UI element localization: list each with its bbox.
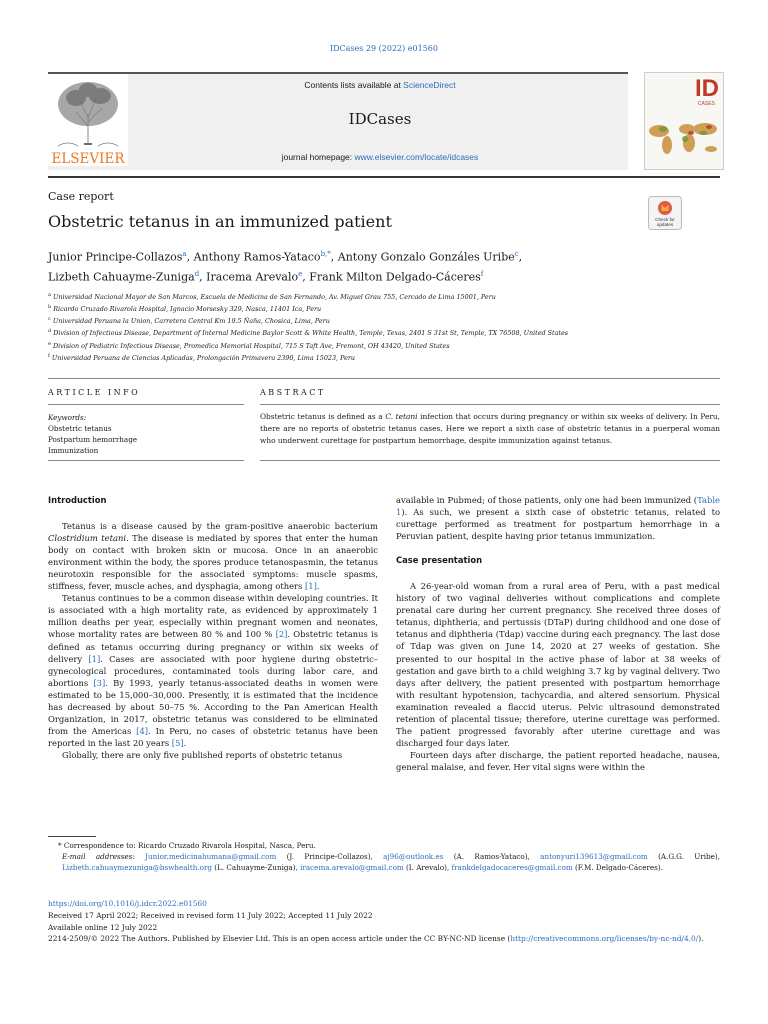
author-affil-marker[interactable]: c xyxy=(514,250,519,258)
author-name: Antony Gonzalo Gonzáles Uribe xyxy=(337,250,515,264)
license-link[interactable]: http://creativecommons.org/licenses/by-nc-nd/4.0/ xyxy=(510,934,699,944)
sciencedirect-link[interactable]: ScienceDirect xyxy=(403,80,456,90)
keywords-block xyxy=(48,412,244,456)
article-type: Case report xyxy=(48,190,114,203)
author-name: Frank Milton Delgado-Cáceres xyxy=(309,270,481,284)
body-column-right xyxy=(396,494,720,773)
email-link[interactable]: aj96@outlook.es xyxy=(383,852,444,862)
email-link[interactable]: Junior.medicinahumana@gmail.com xyxy=(145,852,277,862)
author-affil-marker[interactable]: a xyxy=(182,250,187,258)
journal-cover-image[interactable] xyxy=(644,72,724,170)
cover-cases-text: CASES xyxy=(698,101,715,107)
affiliation-item: $^d$ Division of Infectious Disease, Department of Internal Medicine Baylor Scott & White Health, Temple, Texas, 2401 S 31st St, Temple, TX 76508, United States xyxy=(48,328,569,338)
cover-id-text: ID xyxy=(695,75,719,102)
keyword-item: Postpartum hemorrhage xyxy=(48,435,138,444)
case-presentation-heading: Case presentation xyxy=(396,555,483,566)
reference-link[interactable]: [1] xyxy=(305,581,317,592)
author-affil-marker[interactable]: d xyxy=(194,269,200,278)
body-paragraph: available in Pubmed; of those patients, only one had been immunized (Table 1). As such, we present a sixth case of obstetric tetanus, related to curettage performed as treatment for postpartum hemorrhage in a Peruvian patient, despite having prior tetanus immunization. xyxy=(396,495,720,542)
author-name: Anthony Ramos-Yataco xyxy=(193,250,321,264)
elsevier-wordmark: ELSEVIER xyxy=(51,151,125,166)
journal-homepage xyxy=(130,152,630,162)
author-affil-marker[interactable]: f xyxy=(480,269,484,278)
affiliation-item: $^e$ Division of Pediatric Infectious Disease, Promedica Memorial Hospital, 715 S Taft Ave, Fremont, OH 43420, United States xyxy=(48,340,450,350)
doi-link[interactable]: https://doi.org/10.1016/j.idcr.2022.e01560 xyxy=(48,899,207,908)
elsevier-logo[interactable] xyxy=(48,74,128,166)
homepage-link[interactable]: www.elsevier.com/locate/idcases xyxy=(354,152,479,162)
affiliation-item: $^c$ Universidad Peruana la Union, Carretera Central Km 19.5 Ñaña, Chosica, Lima, Peru xyxy=(48,316,330,326)
abstract-heading: ABSTRACT xyxy=(260,388,326,397)
correspondence-note: * Correspondence to: Ricardo Cruzado Rivarola Hospital, Nasca, Peru. xyxy=(58,841,316,850)
affiliation-item: $^a$ Universidad Nacional Mayor de San Marcos, Escuela de Medicina de San Fernando, Av. Miguel Grau 755, Cercado de Lima 15001, Peru xyxy=(48,292,496,302)
contents-line xyxy=(130,80,630,90)
reference-link[interactable]: [4] xyxy=(136,725,149,736)
body-paragraph: Fourteen days after discharge, the patient reported headache, nausea, general malaise, and fever. Her vital signs were within the xyxy=(396,749,720,772)
affiliation-item: $^b$ Ricardo Cruzado Rivarola Hospital, Ignacio Morsesky 329, Nasca, 11401 Ica, Peru xyxy=(48,304,322,314)
author-name: Iracema Arevalo xyxy=(206,270,299,284)
body-paragraph: Tetanus is a disease caused by the gram-positive anaerobic bacterium Clostridium tetani. The disease is mediated by spores that enter the human body on contact with broken skin or mucosa. Once in an anaerobic environment within the body, the spores produce tetanospasmin, the tetanus neurotoxin responsible for the associated symptoms: muscle spasms, stiffness, fever, muscle aches, and dysphagia, among others [1]. xyxy=(48,521,379,592)
journal-citation[interactable]: IDCases 29 (2022) e01560 xyxy=(329,44,438,53)
footnote-rule xyxy=(48,836,96,837)
homepage-prefix: journal homepage: xyxy=(281,152,355,162)
footnotes xyxy=(48,840,720,874)
author-name: Junior Principe-Collazos xyxy=(48,250,183,264)
email-link[interactable]: iracema.arevalo@gmail.com xyxy=(300,863,404,873)
contents-prefix: Contents lists available at xyxy=(304,80,404,90)
header-rule xyxy=(48,176,720,178)
affiliation-item: $^f$ Universidad Peruana de Ciencias Aplicadas, Prolongación Primavera 2390, Lima 15023, Peru xyxy=(48,352,356,362)
received-dates: Received 17 April 2022; Received in revised form 11 July 2022; Accepted 11 July 2022 xyxy=(48,910,373,920)
reference-link[interactable]: [1] xyxy=(88,653,101,664)
author-affil-marker[interactable]: e xyxy=(298,269,303,278)
keywords-label: Keywords: xyxy=(48,413,87,422)
affiliation-list xyxy=(48,290,720,363)
keyword-item: Immunization xyxy=(48,446,99,455)
badge-text-line1: Check for xyxy=(655,217,675,222)
divider xyxy=(48,404,244,405)
body-column-left xyxy=(48,494,378,761)
reference-link[interactable]: [2] xyxy=(275,629,288,640)
journal-name: IDCases xyxy=(348,110,412,128)
divider xyxy=(260,404,720,405)
email-link[interactable]: antonyuri139613@gmail.com xyxy=(540,852,648,862)
table-link[interactable]: Table 1 xyxy=(396,495,720,518)
abstract-text: Obstetric tetanus is defined as a C. tetani infection that occurs during pregnancy or within six weeks of delivery. In Peru, there are no reports of obstetric tetanus cases. Here we report a sixth case of obstetric tetanus in a puerperal woman who underwent curettage for postpartum hemorrhage, despite immunization against tetanus. xyxy=(260,412,720,445)
author-name: Lizbeth Cahuayme-Zuniga xyxy=(48,270,195,284)
badge-text-line2: updates xyxy=(656,222,674,227)
email-link[interactable]: Lizbeth.cahuaymezuniga@bswhealth.org xyxy=(62,863,212,873)
online-date: Available online 12 July 2022 xyxy=(48,922,158,932)
reference-link[interactable]: [5] xyxy=(171,737,184,748)
author-affil-marker[interactable]: b,* xyxy=(320,250,331,258)
body-paragraph: Tetanus continues to be a common disease within developing countries. It is associated with a high mortality rate, as evidenced by approximately 1 million deaths per year, especially within pregnant women and neonates, whose mortality rates are between 80 % and 100 % [2]. Obstetric tetanus is defined as tetanus occurring during pregnancy or within six weeks of delivery [1]. Cases are associated with poor hygiene during obstetric–gynecological procedures, contaminated tools during labor care, and abortions [3]. By 1993, yearly tetanus-associated deaths in women were estimated to be 15,000–30,000. Presently, it is estimated that the incidence has decreased by about 50–75 %. According to the Pan American Health Organization, in 2017, obstetric tetanus was considered to be eliminated from the Americas [4]. In Peru, no cases of obstetric tetanus have been reported in the last 20 years [5]. xyxy=(48,593,379,748)
check-for-updates-badge[interactable] xyxy=(648,196,682,230)
email-addresses: E-mail addresses: Junior.medicinahumana@gmail.com (J. Principe-Collazos), aj96@outlook.es (A. Ramos-Yataco), antonyuri139613@gmail.com (A.G.G. Uribe), Lizbeth.cahuaymezuniga@bswhealth.org (L. Cahuayme-Zuniga), iracema.arevalo@gmail.com (I. Arevalo), frankdelgadocaceres@gmail.com (F.M. Delgado-Cáceres). xyxy=(62,852,720,873)
article-info-heading: ARTICLE INFO xyxy=(48,388,141,397)
body-paragraph: Globally, there are only five published reports of obstetric tetanus xyxy=(62,749,343,760)
keyword-item: Obstetric tetanus xyxy=(48,424,112,433)
cover-world-map xyxy=(645,73,723,169)
section-divider xyxy=(48,378,720,379)
author-list: Junior Principe-Collazos$^a$, Anthony Ramos-Yataco$^{b,*}$, Antony Gonzalo Gonzáles Uribe$^c$, Lizbeth Cahuayme-Zuniga$^d$, Iracema Arevalo$^e$, Frank Milton Delgado-Cáceres$^f$ xyxy=(48,250,523,284)
publication-info xyxy=(48,898,720,945)
reference-link[interactable]: [3] xyxy=(93,677,106,688)
divider xyxy=(48,460,244,461)
email-link[interactable]: frankdelgadocaceres@gmail.com xyxy=(451,863,573,873)
body-paragraph: A 26-year-old woman from a rural area of Peru, with a past medical history of two vaginal deliveries without complications and complete prenatal care during her current pregnancy. She received three doses of tetanus, diphtheria, and pertussis (DTaP) during childhood and one dose of tetanus and diphtheria (Tdap) vaccine during each pregnancy. The last dose of Tdap was given on June 14, 2020 at 27 weeks of gestation. She presented to our hospital in the active phase of labor at 38 weeks of gestation and gave birth to a child weighing 3.7 kg by vaginal delivery. Two days after delivery, the patient presented with postpartum hemorrhage with resultant hypotension, tachycardia, and altered sensorium. Physical examination revealed a flaccid uterus. Pelvic ultrasound demonstrated retention of placental tissue; therefore, uterine curettage was performed. The patient progressed favorably after uterine curettage and was discharged four days later. xyxy=(396,581,720,748)
article-title: Obstetric tetanus in an immunized patient xyxy=(48,212,392,231)
introduction-heading: Introduction xyxy=(48,495,107,505)
license-text: 2214-2509/© 2022 The Authors. Published by Elsevier Ltd. This is an open access article under the CC BY-NC-ND license (http://creativecommons.org/licenses/by-nc-nd/4.0/). xyxy=(48,934,704,944)
divider xyxy=(260,460,720,461)
